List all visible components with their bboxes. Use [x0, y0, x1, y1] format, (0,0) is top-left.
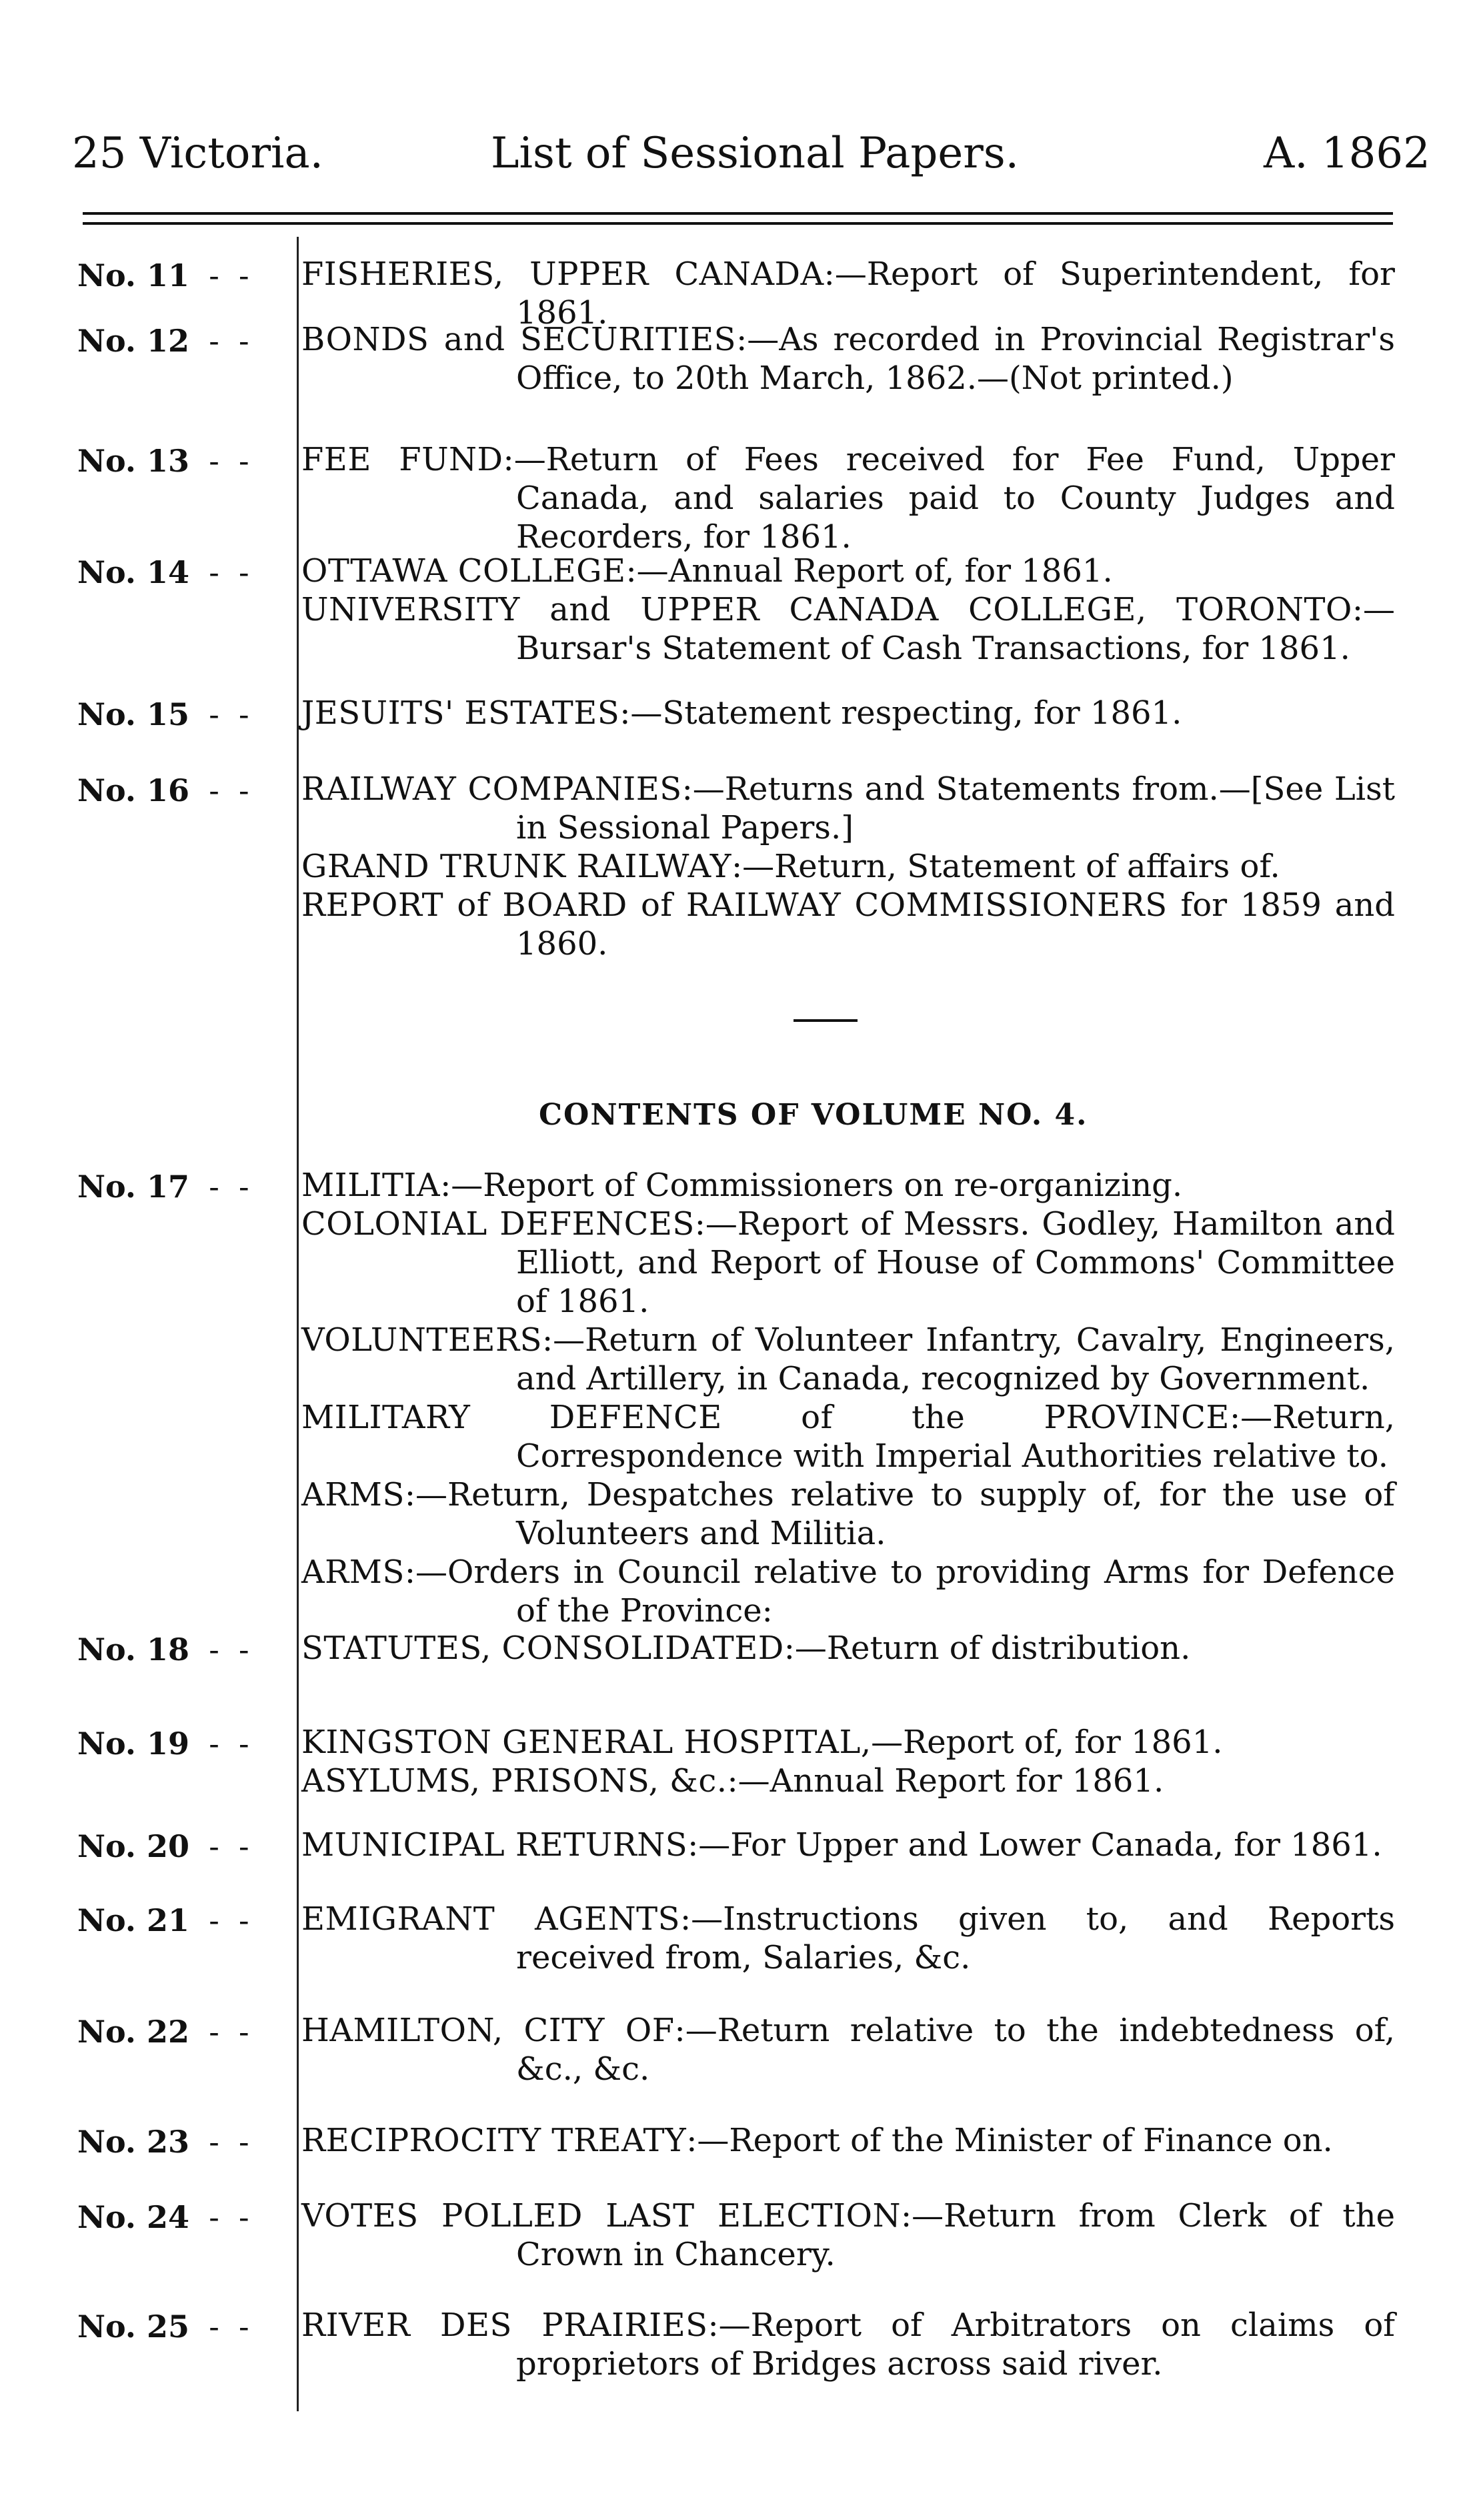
- page-header: [0, 0, 1481, 200]
- item-description: :—Returns and Statements from.—[See List in Sessional Papers.]: [516, 770, 1395, 846]
- item-description: :—Return of Volunteer Infantry, Cavalry, Engineers, and Artillery, in Canada, recognized by Government.: [516, 1321, 1395, 1397]
- item-description: :—Report of Messrs. Godley, Hamilton and Elliott, and Report of House of Commons' Committee of 1861.: [516, 1205, 1396, 1320]
- item-heading: RAILWAY COMPANIES: [301, 770, 682, 808]
- leader-dashes: - -: [189, 2124, 249, 2160]
- paper-items: [301, 1166, 1395, 1630]
- paper-item: [301, 1166, 1395, 1205]
- paper-item: [301, 770, 1395, 847]
- paper-item: [301, 320, 1395, 398]
- item-description: :—Statement respecting, for 1861.: [619, 694, 1182, 732]
- item-heading: EMIGRANT AGENTS: [301, 1900, 680, 1938]
- item-heading: FEE FUND: [301, 441, 503, 478]
- paper-number: [77, 2121, 277, 2162]
- paper-number-label: No. 15: [77, 696, 189, 732]
- item-heading: BONDS and SECURITIES: [301, 321, 737, 358]
- item-description: ,—Report of, for 1861.: [860, 1724, 1223, 1761]
- paper-item: [301, 847, 1395, 886]
- paper-item: [301, 552, 1395, 590]
- section-title: CONTENTS OF VOLUME NO. 4.: [539, 1098, 1088, 1132]
- leader-dashes: - -: [189, 1726, 249, 1762]
- paper-number: [77, 2196, 277, 2238]
- paper-number: [77, 1629, 277, 1670]
- item-heading: FISHERIES, UPPER CANADA: [301, 255, 824, 293]
- paper-number-label: No. 13: [77, 443, 189, 479]
- item-heading: JESUITS' ESTATES: [301, 694, 620, 732]
- item-heading: UNIVERSITY and UPPER CANADA COLLEGE, TORONTO: [301, 591, 1352, 628]
- paper-item: [301, 694, 1395, 732]
- item-heading: STATUTES, CONSOLIDATED: [301, 1630, 784, 1667]
- paper-number-label: No. 11: [77, 257, 189, 293]
- paper-items: [301, 440, 1395, 556]
- item-heading: ARMS: [301, 1476, 405, 1513]
- item-description: :—Return relative to the indebtedness of, &c., &c.: [516, 2012, 1395, 2088]
- paper-number: [77, 2011, 277, 2052]
- paper-items: [301, 2121, 1395, 2160]
- item-description: for 1859 and 1860.: [516, 886, 1396, 963]
- paper-number: [77, 2306, 277, 2347]
- paper-number: [77, 255, 277, 296]
- header-title: List of Sessional Papers.: [491, 129, 1019, 178]
- paper-number: [77, 770, 277, 811]
- column-divider: [297, 237, 299, 2411]
- section-divider: [794, 1019, 858, 1022]
- leader-dashes: - -: [189, 1902, 249, 1938]
- item-heading: OTTAWA COLLEGE: [301, 552, 626, 590]
- paper-number-label: No. 12: [77, 323, 189, 359]
- paper-number: [77, 1826, 277, 1867]
- item-description: :—Orders in Council relative to providing Arms for Defence of the Province:: [404, 1553, 1395, 1630]
- item-description: :—Return of distribution.: [784, 1630, 1191, 1667]
- item-heading: VOLUNTEERS: [301, 1321, 542, 1359]
- item-description: :—Return, Correspondence with Imperial Authorities relative to.: [516, 1399, 1395, 1475]
- item-heading: HAMILTON, CITY OF: [301, 2012, 675, 2049]
- paper-item: [301, 440, 1395, 556]
- item-heading: VOTES POLLED LAST ELECTION: [301, 2197, 901, 2235]
- paper-number: [77, 440, 277, 482]
- paper-items: [301, 1629, 1395, 1668]
- leader-dashes: - -: [189, 2309, 249, 2345]
- item-description: :—Instructions given to, and Reports received from, Salaries, &c.: [516, 1900, 1395, 1976]
- item-description: :—Report of Commissioners on re-organizing.: [440, 1167, 1183, 1204]
- paper-item: [301, 2121, 1395, 2160]
- leader-dashes: - -: [189, 257, 249, 293]
- paper-number: [77, 320, 277, 362]
- paper-items: [301, 694, 1395, 732]
- header-rule: [83, 212, 1393, 215]
- paper-item: [301, 1723, 1395, 1762]
- item-description: :—Bursar's Statement of Cash Transactions, for 1861.: [516, 591, 1395, 667]
- paper-item: [301, 1205, 1395, 1321]
- item-description: :—Return of Fees received for Fee Fund, Upper Canada, and salaries paid to County Judges and Recorders, for 1861.: [503, 441, 1395, 556]
- leader-dashes: - -: [189, 772, 249, 808]
- paper-item: [301, 2306, 1395, 2383]
- paper-number-label: No. 24: [77, 2199, 189, 2235]
- item-heading: ASYLUMS, PRISONS, &c.: [301, 1762, 727, 1800]
- paper-item: [301, 2196, 1395, 2274]
- item-description: :—Report of Arbitrators on claims of proprietors of Bridges across said river.: [516, 2307, 1396, 2383]
- leader-dashes: - -: [189, 696, 249, 732]
- leader-dashes: - -: [189, 1169, 249, 1205]
- paper-number-label: No. 20: [77, 1828, 189, 1864]
- paper-item: [301, 2011, 1395, 2088]
- paper-items: [301, 2011, 1395, 2088]
- paper-item: [301, 1629, 1395, 1668]
- item-heading: KINGSTON GENERAL HOSPITAL: [301, 1724, 861, 1761]
- paper-item: [301, 1826, 1395, 1864]
- paper-item: [301, 1321, 1395, 1398]
- item-heading: MUNICIPAL RETURNS: [301, 1826, 688, 1864]
- paper-number-label: No. 18: [77, 1632, 189, 1668]
- leader-dashes: - -: [189, 323, 249, 359]
- paper-items: [301, 2306, 1395, 2383]
- paper-number-label: No. 19: [77, 1726, 189, 1762]
- paper-number-label: No. 16: [77, 772, 189, 808]
- item-description: :—Return, Despatches relative to supply of, for the use of Volunteers and Militia.: [404, 1476, 1395, 1552]
- item-heading: MILITARY DEFENCE of the PROVINCE: [301, 1399, 1230, 1436]
- leader-dashes: - -: [189, 443, 249, 479]
- item-heading: REPORT of BOARD of RAILWAY COMMISSIONERS: [301, 886, 1168, 924]
- paper-number-label: No. 17: [77, 1169, 189, 1205]
- paper-number: [77, 1723, 277, 1764]
- paper-number-label: No. 21: [77, 1902, 189, 1938]
- item-heading: GRAND TRUNK RAILWAY: [301, 848, 731, 885]
- paper-item: [301, 1553, 1395, 1630]
- item-description: :—As recorded in Provincial Registrar's Office, to 20th March, 1862.—(Not printed.): [516, 321, 1396, 397]
- paper-items: [301, 320, 1395, 398]
- item-heading: RIVER DES PRAIRIES: [301, 2307, 708, 2344]
- leader-dashes: - -: [189, 554, 249, 590]
- item-heading: MILITIA: [301, 1167, 441, 1204]
- item-description: :—Report of the Minister of Finance on.: [686, 2122, 1333, 2159]
- item-description: :—Report of Superintendent, for 1861.: [516, 255, 1396, 332]
- paper-item: [301, 1398, 1395, 1475]
- item-description: :—Return, Statement of affairs of.: [731, 848, 1280, 885]
- paper-number-label: No. 25: [77, 2309, 189, 2345]
- paper-item: [301, 1900, 1395, 1977]
- paper-item: [301, 590, 1395, 668]
- item-description: :—Return from Clerk of the Crown in Chancery.: [516, 2197, 1396, 2273]
- header-left: 25 Victoria.: [72, 129, 323, 178]
- item-description: :—For Upper and Lower Canada, for 1861.: [687, 1826, 1382, 1864]
- item-heading: ARMS: [301, 1553, 405, 1591]
- paper-number-label: No. 23: [77, 2124, 189, 2160]
- header-rule: [83, 222, 1393, 225]
- leader-dashes: - -: [189, 1828, 249, 1864]
- paper-item: [301, 1475, 1395, 1553]
- leader-dashes: - -: [189, 1632, 249, 1668]
- paper-number-label: No. 22: [77, 2014, 189, 2050]
- item-description: :—Annual Report of, for 1861.: [625, 552, 1113, 590]
- paper-items: [301, 770, 1395, 963]
- item-description: :—Annual Report for 1861.: [727, 1762, 1164, 1800]
- leader-dashes: - -: [189, 2199, 249, 2235]
- paper-number: [77, 1900, 277, 1941]
- paper-items: [301, 1826, 1395, 1864]
- paper-items: [301, 552, 1395, 668]
- paper-item: [301, 886, 1395, 963]
- paper-item: [301, 1762, 1395, 1800]
- paper-number-label: No. 14: [77, 554, 189, 590]
- paper-items: [301, 2196, 1395, 2274]
- paper-items: [301, 1900, 1395, 1977]
- paper-number: [77, 694, 277, 735]
- item-heading: RECIPROCITY TREATY: [301, 2122, 687, 2159]
- item-heading: COLONIAL DEFENCES: [301, 1205, 695, 1243]
- paper-number: [77, 1166, 277, 1207]
- paper-number: [77, 552, 277, 593]
- header-right: A. 1862: [1264, 129, 1430, 178]
- paper-items: [301, 1723, 1395, 1800]
- leader-dashes: - -: [189, 2014, 249, 2050]
